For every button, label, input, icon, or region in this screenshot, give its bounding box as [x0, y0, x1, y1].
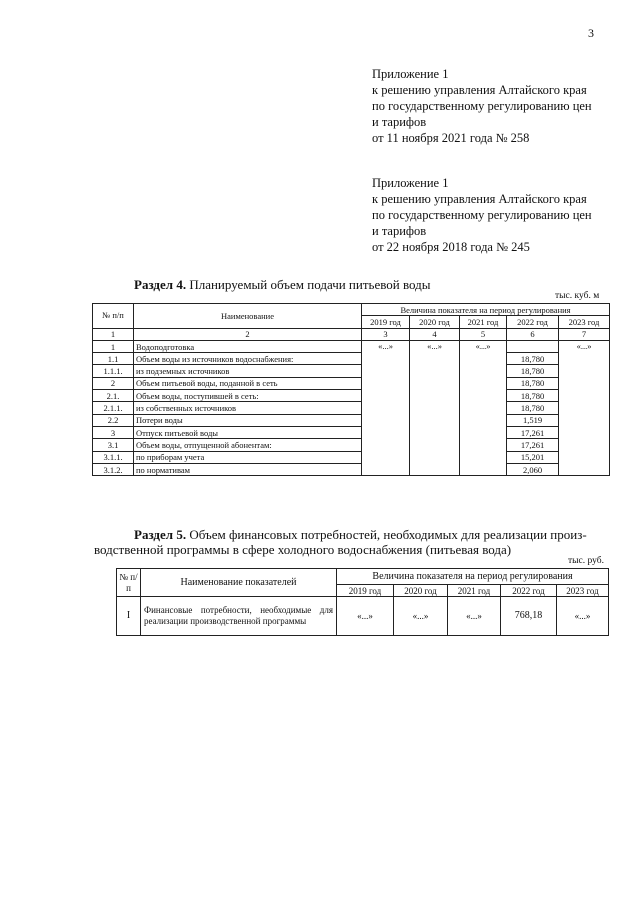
row-num: 1 [93, 340, 134, 352]
row-name: Отпуск питьевой воды [134, 426, 362, 438]
col-index: 2 [134, 328, 362, 340]
header-year: 2023 год [557, 585, 609, 597]
col-index: 1 [93, 328, 134, 340]
row-num: 2.1.1. [93, 402, 134, 414]
appendix-line: от 22 ноября 2018 года № 245 [372, 240, 530, 254]
table-row [93, 353, 610, 365]
header-num: № п/п [93, 304, 134, 329]
table-row [93, 426, 610, 438]
row-num: I [117, 597, 141, 636]
row-num: 1.1 [93, 353, 134, 365]
value-2019: «...» [362, 340, 410, 475]
table-row [93, 414, 610, 426]
header-year: 2022 год [507, 316, 559, 328]
section5-title-line1: Раздел 5. Объем финансовых потребностей, необходимых для реализации произ- [134, 527, 587, 542]
row-num: 1.1.1. [93, 365, 134, 377]
value-2019: «...» [337, 597, 394, 636]
header-name: Наименование показателей [141, 569, 337, 597]
page-number: 3 [588, 26, 594, 40]
appendix-line: от 11 ноября 2021 года № 258 [372, 131, 530, 145]
row-name: из подземных источников [134, 365, 362, 377]
value-2022: 768,18 [501, 597, 557, 636]
row-name: из собственных источников [134, 402, 362, 414]
header-year: 2021 год [460, 316, 507, 328]
table-row [93, 451, 610, 463]
value-2022: 2,060 [507, 463, 559, 475]
col-index: 3 [362, 328, 410, 340]
header-year: 2019 год [362, 316, 410, 328]
section4-unit: тыс. куб. м [555, 291, 600, 301]
value-2022: 18,780 [507, 365, 559, 377]
header-year: 2022 год [501, 585, 557, 597]
value-2022: 18,780 [507, 353, 559, 365]
col-index: 4 [410, 328, 460, 340]
table-row [93, 377, 610, 389]
row-name: Финансовые потребности, необходимые для реализации производственной программы [141, 597, 337, 636]
header-period: Величина показателя на период регулирования [362, 304, 610, 316]
row-num: 2 [93, 377, 134, 389]
header-year: 2020 год [394, 585, 448, 597]
value-2022 [507, 340, 559, 352]
section5-title-line2: водственной программы в сфере холодного водоснабжения (питьевая вода) [94, 542, 512, 557]
value-2021: «...» [448, 597, 501, 636]
row-num: 3.1 [93, 439, 134, 451]
row-name: Водоподготовка [134, 340, 362, 352]
table-row [93, 390, 610, 402]
table-row [93, 463, 610, 475]
header-period: Величина показателя на период регулирования [337, 569, 609, 585]
header-year: 2020 год [410, 316, 460, 328]
appendix-line: и тарифов [372, 224, 427, 238]
section5-unit: тыс. руб. [568, 556, 604, 566]
row-name: Потери воды [134, 414, 362, 426]
header-year: 2023 год [559, 316, 610, 328]
row-num: 2.2 [93, 414, 134, 426]
header-name: Наименование [134, 304, 362, 329]
table-row [93, 402, 610, 414]
value-2022: 1,519 [507, 414, 559, 426]
value-2022: 18,780 [507, 402, 559, 414]
row-name: Объем воды, отпущенной абонентам: [134, 439, 362, 451]
row-num: 3.1.2. [93, 463, 134, 475]
value-2022: 15,201 [507, 451, 559, 463]
row-name: Объем воды, поступившей в сеть: [134, 390, 362, 402]
value-2022: 17,261 [507, 426, 559, 438]
section4-title: Раздел 4. Планируемый объем подачи питьевой воды [134, 277, 431, 292]
row-name: по нормативам [134, 463, 362, 475]
value-2020: «...» [394, 597, 448, 636]
appendix-line: к решению управления Алтайского края [372, 192, 587, 206]
row-num: 2.1. [93, 390, 134, 402]
row-num: 3 [93, 426, 134, 438]
appendix-line: Приложение 1 [372, 176, 449, 190]
header-year: 2021 год [448, 585, 501, 597]
row-num: 3.1.1. [93, 451, 134, 463]
section5-table [116, 568, 609, 636]
table-row [93, 439, 610, 451]
table-row [93, 340, 610, 352]
row-name: Объем воды из источников водоснабжения: [134, 353, 362, 365]
value-2022: 18,780 [507, 377, 559, 389]
row-name: Объем питьевой воды, поданной в сеть [134, 377, 362, 389]
col-index: 6 [507, 328, 559, 340]
appendix-block-original [372, 175, 592, 255]
col-index: 5 [460, 328, 507, 340]
header-num: № п/п [117, 569, 141, 597]
value-2020: «...» [410, 340, 460, 475]
value-2023: «...» [559, 340, 610, 475]
appendix-line: Приложение 1 [372, 67, 449, 81]
header-year: 2019 год [337, 585, 394, 597]
value-2022: 18,780 [507, 390, 559, 402]
section4-table [92, 303, 610, 476]
appendix-line: и тарифов [372, 115, 427, 129]
table-row [117, 597, 609, 636]
col-index: 7 [559, 328, 610, 340]
value-2022: 17,261 [507, 439, 559, 451]
table-row [93, 365, 610, 377]
value-2023: «...» [557, 597, 609, 636]
appendix-line: по государственному регулированию цен [372, 99, 592, 113]
row-name: по приборам учета [134, 451, 362, 463]
value-2021: «...» [460, 340, 507, 475]
appendix-line: к решению управления Алтайского края [372, 83, 587, 97]
appendix-block-current [372, 66, 592, 146]
appendix-line: по государственному регулированию цен [372, 208, 592, 222]
